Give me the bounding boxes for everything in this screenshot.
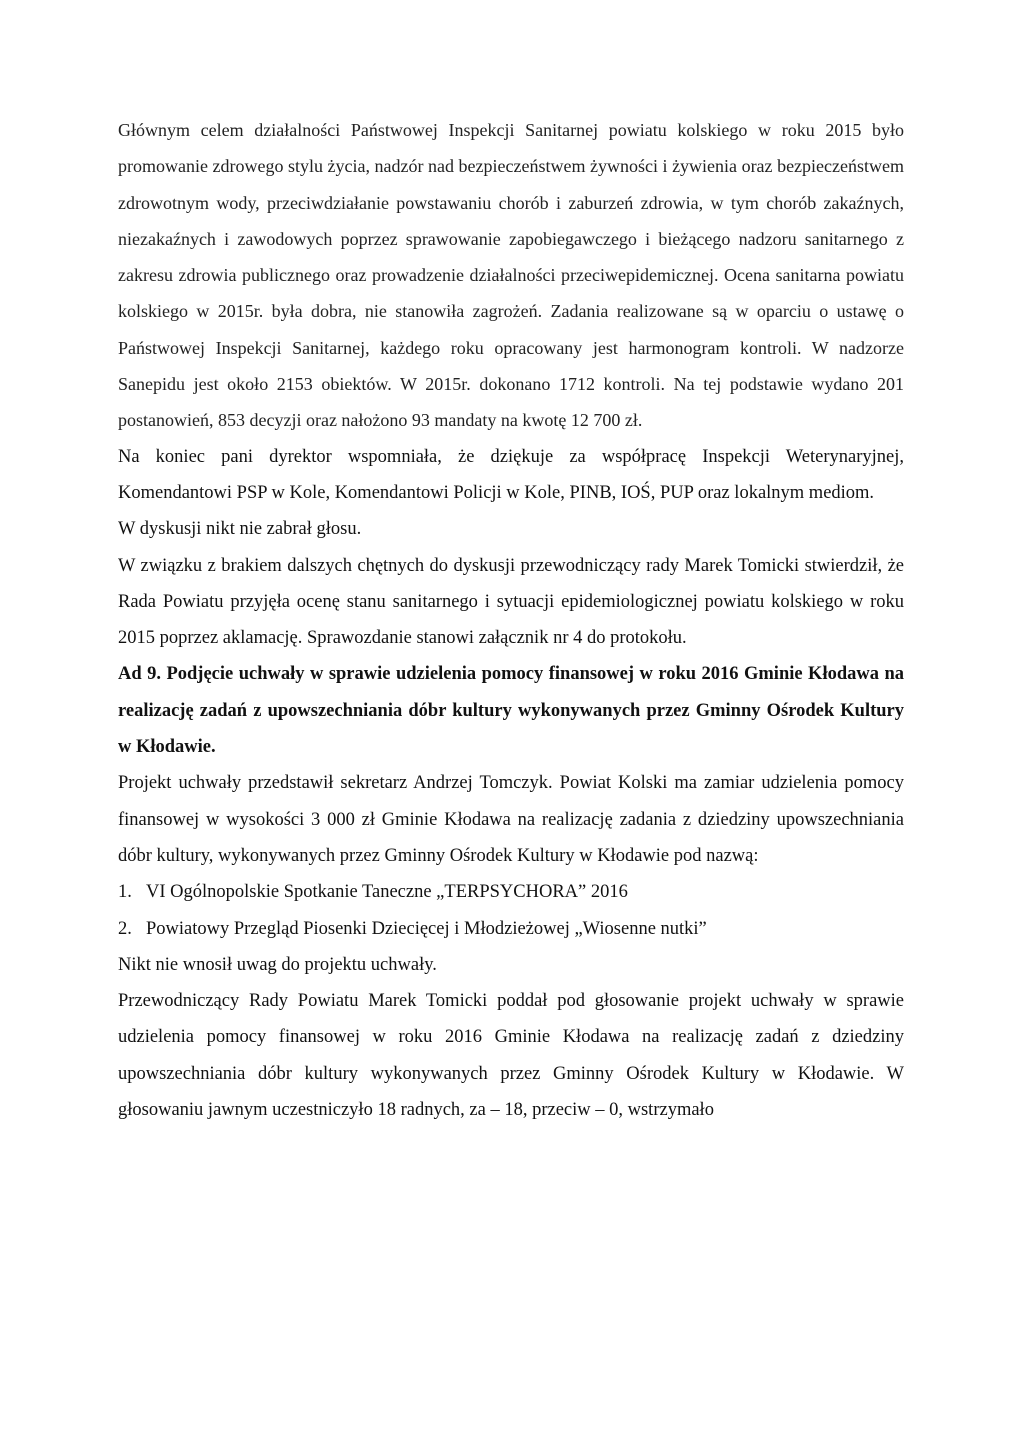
list-item-number: 1. <box>118 882 132 903</box>
paragraph-thanks: Na koniec pani dyrektor wspomniała, że dziękuje za współpracę Inspekcji Weterynaryjnej, Komendantowi PSP w Kole, Komendantowi Policji w Kole, PINB, IOŚ, PUP oraz lokalnym mediom. <box>118 446 904 503</box>
list-item <box>118 874 904 910</box>
list-item <box>118 911 904 947</box>
paragraph-sanepid-report: Głównym celem działalności Państwowej Inspekcji Sanitarnej powiatu kolskiego w roku 2015 było promowanie zdrowego stylu życia, nadzór nad bezpieczeństwem żywności i żywienia oraz bezpieczeństwem zdrowotnym wody, przeciwdziałanie powstawaniu chorób i zaburzeń zdrowia, w tym chorób zakaźnych, niezakaźnych i zawodowych poprzez sprawowanie zapobiegawczego i bieżącego nadzoru sanitarnego z zakresu zdrowia publicznego oraz prowadzenie działalności przeciwepidemicznej. Ocena sanitarna powiatu kolskiego w 2015r. była dobra, nie stanowiła zagrożeń. Zadania realizowane są w oparciu o ustawę o Państwowej Inspekcji Sanitarnej, każdego roku opracowany jest harmonogram kontroli. W nadzorze Sanepidu jest około 2153 obiektów. W 2015r. dokonano 1712 kontroli. Na tej podstawie wydano 201 postanowień, 853 decyzji oraz nałożono 93 mandaty na kwotę 12 700 zł. <box>118 120 904 431</box>
paragraph-acclamation: W związku z brakiem dalszych chętnych do dyskusji przewodniczący rady Marek Tomicki stwierdził, że Rada Powiatu przyjęła ocenę stanu sanitarnego i sytuacji epidemiologicznej powiatu kolskiego w roku 2015 poprzez aklamację. Sprawozdanie stanowi załącznik nr 4 do protokołu. <box>118 555 904 649</box>
paragraph-no-remarks: Nikt nie wnosił uwag do projektu uchwały. <box>118 954 437 975</box>
paragraph-resolution-project: Projekt uchwały przedstawił sekretarz Andrzej Tomczyk. Powiat Kolski ma zamiar udzielenia pomocy finansowej w wysokości 3 000 zł Gminie Kłodawa na realizację zadania z dziedziny upowszechniania dóbr kultury, wykonywanych przez Gminny Ośrodek Kultury w Kłodawie pod nazwą: <box>118 773 904 866</box>
paragraph-discussion: W dyskusji nikt nie zabrał głosu. <box>118 519 362 540</box>
paragraph-voting: Przewodniczący Rady Powiatu Marek Tomicki poddał pod głosowanie projekt uchwały w sprawie udzielenia pomocy finansowej w roku 2016 Gminie Kłodawa na realizację zadań z dziedziny upowszechniania dóbr kultury wykonywanych przez Gminny Ośrodek Kultury w Kłodawie. W głosowaniu jawnym uczestniczyło 18 radnych, za – 18, przeciw – 0, wstrzymało <box>118 991 904 1121</box>
list-item-number: 2. <box>118 918 132 939</box>
agenda-item-heading: Ad 9. Podjęcie uchwały w sprawie udzielenia pomocy finansowej w roku 2016 Gminie Kłodawa na realizację zadań z upowszechniania dóbr kultury wykonywanych przez Gminny Ośrodek Kultury w Kłodawie. <box>118 664 904 758</box>
document-page <box>118 112 904 1128</box>
list-item-text: Powiatowy Przegląd Piosenki Dziecięcej i Młodzieżowej „Wiosenne nutki” <box>146 918 707 939</box>
list-item-text: VI Ogólnopolskie Spotkanie Taneczne „TERPSYCHORA” 2016 <box>146 882 628 903</box>
